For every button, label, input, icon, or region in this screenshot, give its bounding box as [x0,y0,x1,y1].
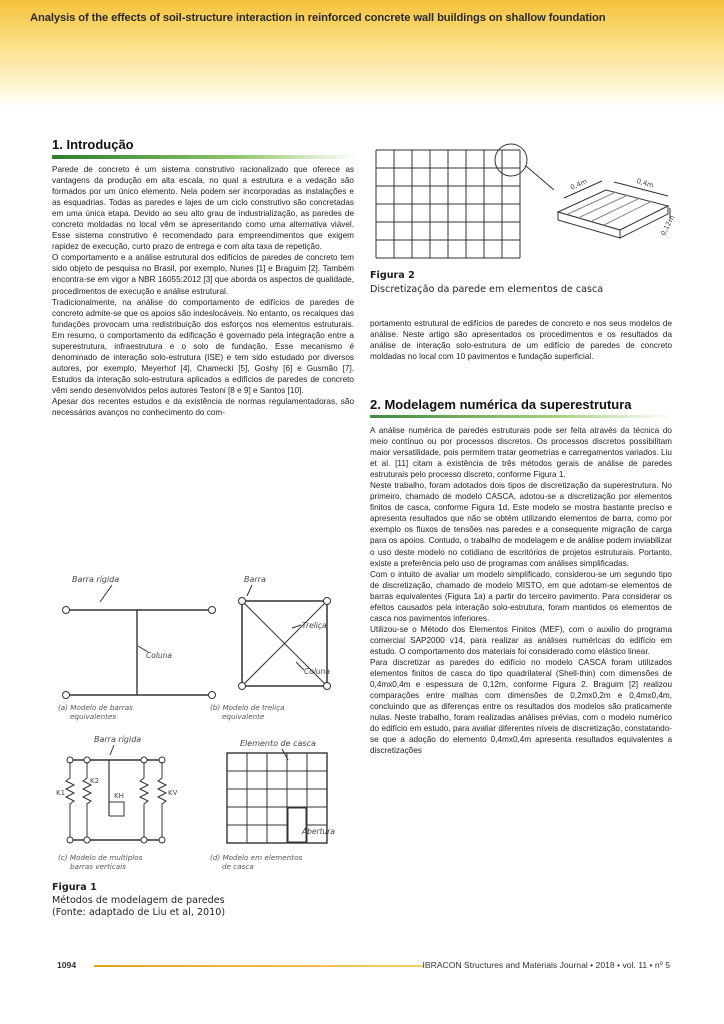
paragraph: Neste trabalho, foram adotados dois tipos de discretização da superestrutura. No primeiro, chamado de modelo CASCA, adotou-se a discretização por elementos finitos de casca, conforme Figura 1d. Este modelo se mostra bastante preciso e apresenta resultados que não se obtém utilizando elementos de barra, como por exemplo os fluxos de tensões nas paredes e a consequente migração de carga para os apoios. Contudo, o trabalho de modelagem e de análise podem inviabilizar o uso deste modelo no cotidiano de escritórios de projetos estruturais. Portanto, existe a preferência pelo uso de programas com análises simplificadas. [370,481,672,568]
fig1b-label-truss: Treliça [302,621,327,630]
fig1a-caption: (a) Modelo de barras [58,703,133,712]
fig1d-caption-2: de casca [222,862,254,871]
fig1d-label-shell: Elemento de casca [240,739,316,748]
paragraph: Com o intuito de avaliar um modelo simplificado, considerou-se um segundo tipo de discretização, chamado de modelo MISTO, em que adotam-se elementos de barras equivalentes (Figura 1a) a partir do terceiro pavimento. Para considerar os efeitos causados pela interação solo-estrutura, foram mantidos os elementos de casca nos pavimentos inferiores. [370,569,672,623]
figure-1d-panel [210,739,335,871]
figure-2-drawing [368,138,678,266]
section-1-heading: 1. Introdução [52,137,134,152]
figure-1-drawing [52,570,357,880]
right-column-text [370,425,672,756]
footer-rule [94,965,424,967]
section-2-rule [370,415,675,418]
figure-1-caption-line: (Fonte: adaptado de Liu et al, 2010) [52,907,226,918]
fig2-dim-2: 0,4m [635,177,655,190]
fig1d-label-opening: Abertura [302,827,335,836]
paragraph: O comportamento e a análise estrutural dos edifícios de paredes de concreto tem sido objeto de pesquisa no Brasil, por exemplo, Nunes [1] e Braguim [2]. Também encontra-se em vigor a NBR 16055:2012 [3] que aborda os aspectos de qualidade, procedimentos de execução e análise estrutural. [52,253,354,296]
paragraph: Apesar dos recentes estudos e da existência de normas regulamentadoras, são necessários avanços no conhecimento do com- [52,396,354,418]
journal-citation: IBRACON Structures and Materials Journal • 2018 • vol. 11 • nº 5 [422,960,670,970]
figure-2-label: Figura 2 [370,270,415,281]
fig1c-caption: (c) Modelo de multiplos [58,853,143,862]
figure-1-label: Figura 1 [52,882,97,893]
left-column-text [52,164,354,418]
fig1c-k1: K1 [56,789,66,797]
fig1c-kh: KH [114,792,124,800]
fig2-dim-1: 0,4m [569,177,589,192]
fig1a-label-rigid-bar: Barra rígida [72,575,120,584]
fig1c-kv: KV [168,789,178,797]
paragraph: A análise numérica de paredes estruturais pode ser feita através da técnica do meio contínuo ou por processos discretos. Os processos discretos possibilitam maior versatilidade, pois permitem tratar geometrias e carregamentos variados. Liu et al. [11] citam a existência de três métodos gerais de análise de paredes estruturais pelo processo discreto, conforme Figura 1. [370,426,672,480]
right-column-top-text [370,318,672,362]
fig1a-caption-2: equivalentes [70,712,117,721]
fig2-dim-3: 0,12m [659,214,677,238]
figure-1b-panel [210,575,331,721]
fig1d-caption: (d) Modelo em elementos [210,853,303,862]
figure-1c-panel [56,735,178,871]
page-number: 1094 [57,960,77,970]
fig1b-caption-2: equivalente [222,712,265,721]
paragraph: portamento estrutural de edifícios de paredes de concreto e nos seus modelos de análise. Neste artigo são apresentados os procedimentos e os resultados da análise de interação solo-estrutura de um edifício de paredes de concreto moldadas no local com 10 pavimentos e fundação superficial. [370,319,672,362]
fig1b-caption: (b) Modelo de treliça [210,703,285,712]
paragraph: Utilizou-se o Método dos Elementos Finitos (MEF), com o auxilio do programa comercial SAP2000 v14, para realizar as análises numéricas do edifício em estudo. O comportamento dos materiais foi considerado como elástico linear. [370,624,672,656]
fig1c-label-rigid-bar: Barra rígida [94,735,142,744]
figure-1-caption-line: Métodos de modelagem de paredes [52,895,225,906]
fig1c-caption-2: barras verticais [70,862,126,871]
figure-1-caption [52,895,225,919]
section-2-heading: 2. Modelagem numérica da superestrutura [370,397,632,412]
running-title: Analysis of the effects of soil-structure interaction in reinforced concrete wall buildings on shallow foundation [30,12,606,24]
paragraph: Para discretizar as paredes do edifício no modelo CASCA foram utilizados elementos finitos de casca do tipo quadrilateral (Shell-thin) com dimensões de 0,4mx0,4m e espessura de 0,12m, conforme Figura 2. Braguim [2] realizou comparações entre malhas com dimensões de 0,2mx0,2m e 0,4mx0,4m, concluindo que as diferenças entre os resultados dos modelos são praticamente nulas. Neste trabalho, foram realizadas análises prévias, com o modelo numérico do edifício em estudo, para avaliar diferentes níveis de discretização, constatando-se que a adoção do elemento 0,4mx0,4m apresenta resultados equivalentes a discretizações [370,657,672,756]
figure-1a-panel [58,575,216,721]
figure-2-caption: Discretização da parede em elementos de casca [370,284,604,295]
fig1a-label-column: Coluna [146,651,173,660]
fig1b-label-column: Coluna [304,667,331,676]
fig1b-label-bar: Barra [244,575,266,584]
section-1-rule [52,155,357,159]
paragraph: Tradicionalmente, na análise do comportamento de edifícios de paredes de concreto admite-se que os apoios são indeslocáveis. No entanto, os recalques das fundações provocam uma redistribuição dos esforços nos elementos estruturais. Em resumo, o comportamento da edificação é governado pela integração entre a superestrutura, infraestrutura e o solo de fundação. Esse mecanismo é denominado de interação solo-estrutura (ISE) e tem sido estudado por diversos autores, por exemplo, Meyerhof [4], Chamecki [5], Goshy [6] e Gusmão [7]. Estudos da interação solo-estrutura aplicados a edifícios de paredes de concreto vêm sendo desenvolvidos pelos autores Testoni [8 e 9] e Santos [10]. [52,297,354,395]
fig1c-k2: K2 [90,777,100,785]
paragraph: Parede de concreto é um sistema construtivo racionalizado que oferece as vantagens da produção em alta escala, no qual a estrutura e a vedação são formados por um único elemento. Nela podem ser incorporadas as instalações e as esquadrias. Todas as paredes e lajes de um ciclo construtivo são concretadas em uma única etapa. Devido ao seu alto grau de industrialização, as paredes de concreto moldadas no local vêm se apresentando como uma alternativa viável. Esse sistema construtivo é recomendado para empreendimentos que exigem rapidez de execução, curto prazo de entrega e com alta taxa de repetição. [52,165,354,252]
